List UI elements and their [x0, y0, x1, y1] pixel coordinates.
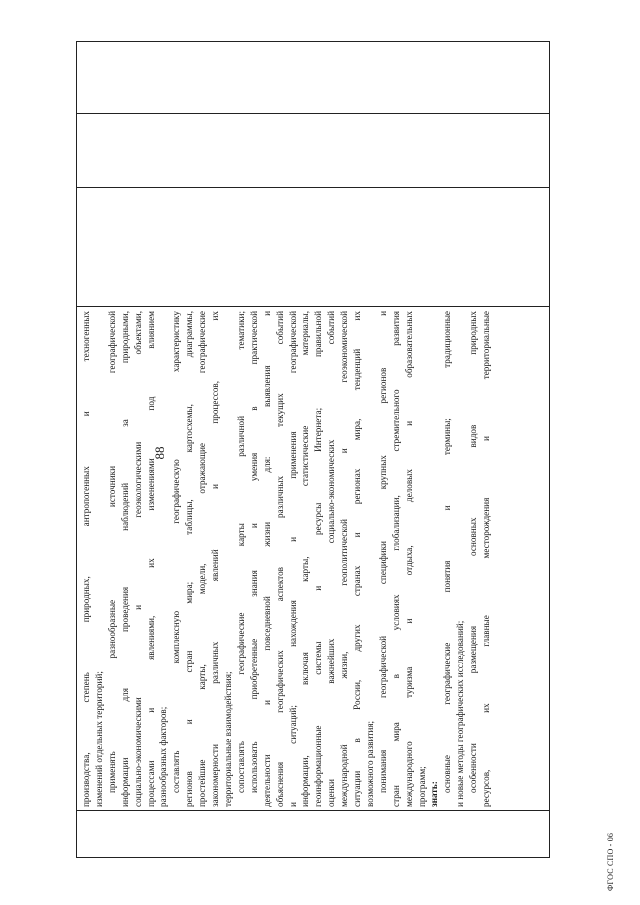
text-line: использовать приобретенные знания и умения в практической	[248, 311, 259, 793]
text-line: изменений отдельных территорий;	[93, 671, 104, 807]
document-code: ФГОС СПО - 06	[606, 832, 615, 891]
text-line: разнообразных факторов;	[158, 706, 169, 807]
column-divider	[77, 187, 549, 188]
text-line: информации для проведения наблюдений за природными,	[119, 311, 130, 807]
standards-table	[76, 41, 550, 858]
column-divider	[77, 306, 549, 307]
text-line: международного туризма и отдыха, деловых и образовательных	[403, 311, 414, 807]
text-line: производства, степень природных, антропогенных и техногенных	[81, 311, 91, 807]
text-line: социально-экономическими и геоэкологическими объектами,	[132, 311, 143, 807]
text-line: применять разнообразные источники географической	[106, 311, 117, 793]
text-line: закономерности различных явлений и процессов, их	[210, 311, 221, 807]
text-line: сопоставлять географические карты различной тематики;	[235, 311, 246, 793]
text-line: оценки важнейших социально-экономических событий	[326, 311, 337, 807]
text-line: объяснения географических аспектов различных текущих событий	[274, 311, 285, 807]
text-line: составлять комплексную географическую характеристику	[171, 311, 182, 793]
text-line: программ;	[416, 766, 427, 807]
section-heading: знать:	[429, 781, 440, 807]
text-line: понимания географической специфики крупных регионов и	[377, 311, 388, 793]
column-divider	[77, 113, 549, 114]
text-line: ситуации в России, других странах и регионах мира, тенденций их	[352, 311, 363, 807]
page-number: 88	[152, 446, 167, 460]
text-line: ресурсов, их главные месторождения и территориальные	[481, 311, 492, 807]
text-line: информации, включая карты, статистические материалы,	[300, 311, 311, 807]
column-divider	[77, 810, 549, 811]
text-line: простейшие карты, модели, отражающие географические	[197, 311, 208, 807]
text-line: возможного развития;	[364, 720, 375, 807]
text-line: территориальные взаимодействия;	[222, 671, 233, 807]
text-line: и ситуаций; нахождения и применения географической	[287, 311, 298, 807]
text-line: и новые методы географических исследований;	[455, 620, 466, 807]
requirements-text	[80, 311, 493, 807]
text-line: международной жизни, геополитической и геоэкономической	[339, 311, 350, 807]
text-line: процессами и явлениями, их изменениями под влиянием	[145, 311, 156, 807]
requirements-cell	[80, 311, 547, 807]
text-line: регионов и стран мира; таблицы, картосхемы, диаграммы,	[184, 311, 195, 807]
text-line: особенности размещения основных видов природных	[468, 311, 479, 793]
text-line: стран мира в условиях глобализации, стремительного развития	[390, 311, 401, 807]
text-line: деятельности и повседневной жизни для: выявления и	[261, 311, 272, 807]
text-line: геоинформационные системы и ресурсы Интернета; правильной	[313, 311, 324, 807]
text-line: основные географические понятия и термины; традиционные	[442, 311, 453, 793]
